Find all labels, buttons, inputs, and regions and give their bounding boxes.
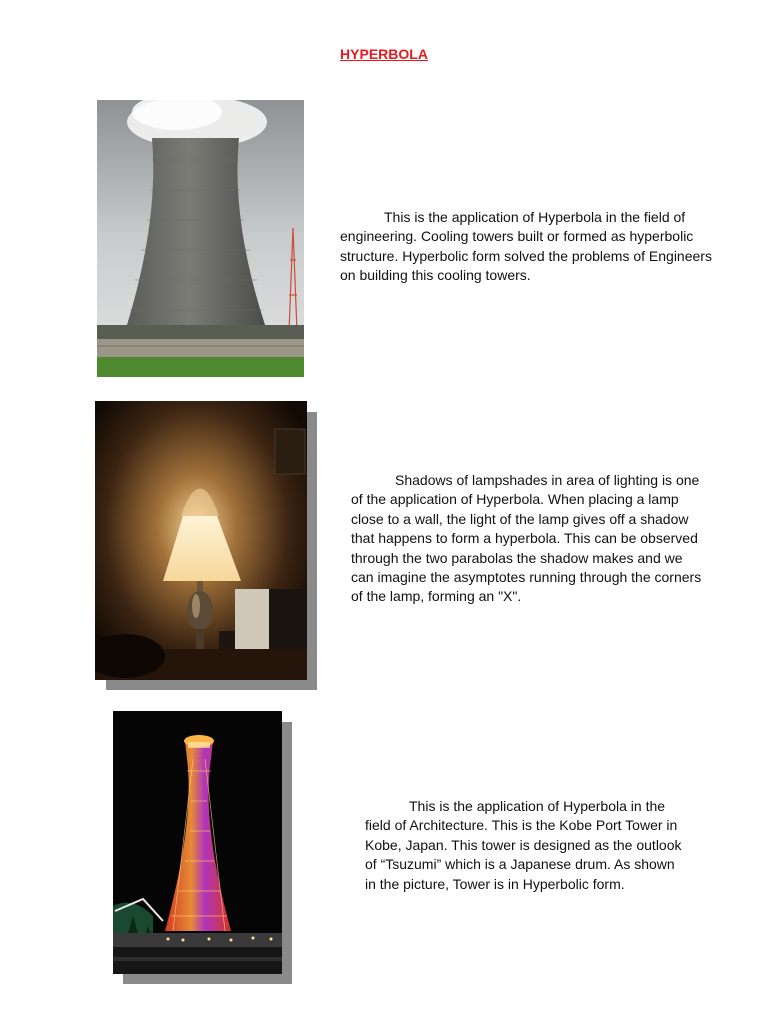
section-2-text: Shadows of lampshades in area of lighting is one of the application of Hyperbola. When placing a lamp close to a wall, the light of the lamp gives off a shadow that happens to form a hyperbola. This can be observed through the two parabolas the shadow makes and we can imagine the asymptotes running through the corners of the lamp, forming an "X".: [351, 472, 702, 605]
cooling-tower-photo: [97, 100, 304, 377]
section-1-text: This is the application of Hyperbola in the field of engineering. Cooling towers built or formed as hyperbolic structure. Hyperbolic form solved the problems of Engineers on building this cooling towers.: [340, 209, 712, 284]
section-3-text: This is the application of Hyperbola in the field of Architecture. This is the Kobe Port Tower in Kobe, Japan. This tower is designed as the outlook of “Tsuzumi” which is a Japanese drum. As shown in the picture, Tower is in Hyperbolic form.: [365, 798, 682, 892]
kobe-port-tower-photo: [113, 711, 282, 974]
page-title: HYPERBOLA: [340, 46, 428, 62]
lamp-shadow-photo: [95, 401, 307, 680]
